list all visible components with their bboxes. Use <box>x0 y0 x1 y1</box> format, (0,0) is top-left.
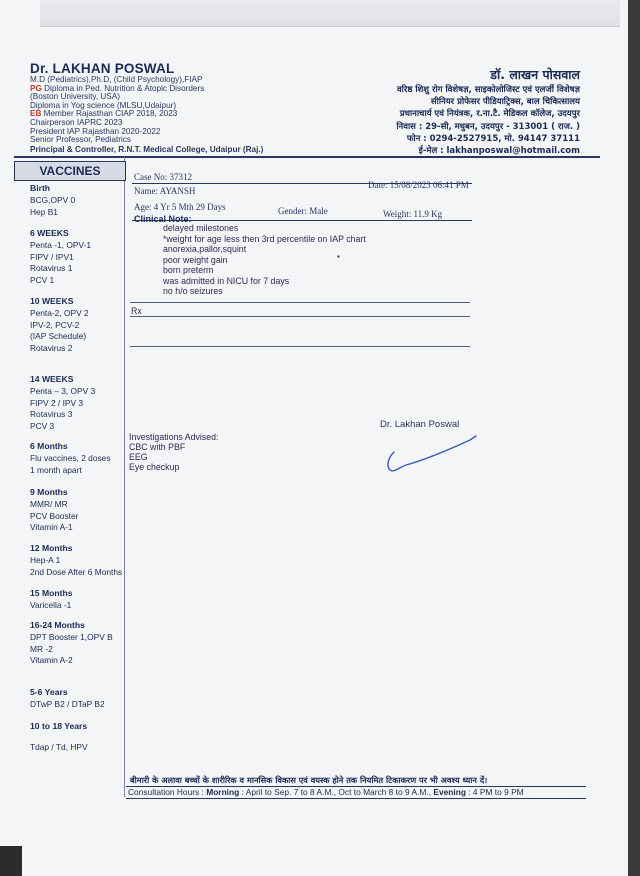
patient-name: Name: AYANSH <box>134 186 196 196</box>
clinical-note-heading: Clinical Note: <box>134 214 192 224</box>
vaccine-item: Vitamin A-1 <box>30 522 73 533</box>
vaccine-age-heading: 5-6 Years <box>30 687 68 697</box>
credential-line <box>30 135 131 145</box>
credential-text: Chairperson IAPRC 2023 <box>30 118 123 127</box>
credential-line <box>30 145 263 155</box>
doctor-name: Dr. LAKHAN POSWAL <box>30 61 175 76</box>
hindi-detail-line: निवास : 29-सी, मधुबन, उदयपुर - 313001 ( राज. ) <box>396 122 580 132</box>
clinical-note-line: *weight for age less then 3rd percentile on IAP chart <box>163 233 366 244</box>
vaccine-age-heading: 15 Months <box>30 588 73 598</box>
vaccine-age-heading: 10 to 18 Years <box>30 721 88 731</box>
sidebar-divider <box>124 157 125 797</box>
evening-label: Evening <box>433 787 466 797</box>
vaccine-item: Hep B1 <box>30 206 58 217</box>
vaccine-item: Rotavirus 1 <box>30 263 73 274</box>
footer-hindi-note: बीमारी के अलावा बच्चों के शारीरिक व मानसिक विकास एवं वयस्क होने तक नियमित टिकाकरण पर भी अवश्य ध्यान दें। <box>130 775 488 785</box>
clinical-note-line: anorexia,pallor,squint <box>163 244 247 254</box>
rx-rule-mid <box>130 316 470 317</box>
consultation-hours <box>128 787 524 797</box>
credential-text: M.D (Pediatrics),Ph.D, (Child Psychology),FIAP <box>30 75 203 84</box>
morning-label: Morning <box>206 787 240 797</box>
signature-name: Dr. Lakhan Poswal <box>380 419 460 430</box>
hindi-detail-line: ई-मेल : lakhanposwal@hotmail.com <box>418 146 580 156</box>
rx-label: Rx <box>131 306 142 316</box>
vaccine-item: FIPV / IPV1 <box>30 251 74 262</box>
top-scan-strip <box>40 0 620 27</box>
vaccines-title: VACCINES <box>14 161 126 181</box>
hindi-detail-line: फोन : 0294-2527915, मो. 94147 37111 <box>406 134 580 144</box>
clinical-note-line: was admitted in NICU for 7 days <box>163 275 290 286</box>
vaccine-item: Flu vaccines, 2 doses <box>30 453 111 463</box>
vaccine-item: Rotavirus 2 <box>30 342 73 353</box>
header-divider <box>14 156 600 158</box>
vaccine-item: Penta – 3, OPV 3 <box>30 386 96 396</box>
clinical-note-line: no h/o seizures <box>163 286 223 296</box>
vaccine-age-heading: 12 Months <box>30 543 73 553</box>
clinical-note-line: delayed milestones <box>163 223 239 233</box>
vaccine-item: DPT Booster 1,OPV B <box>30 632 113 642</box>
rx-rule-bottom <box>130 346 470 347</box>
investigation-item: CBC with PBF <box>129 442 186 452</box>
vaccine-item: Rotavirus 3 <box>30 409 73 420</box>
credential-text: Principal & Controller, R.N.T. Medical College, Udaipur (Raj.) <box>30 144 264 154</box>
case-number: Case No: 37312 <box>134 172 192 182</box>
vaccine-age-heading: 6 WEEKS <box>30 228 69 238</box>
investigation-item: EEG <box>129 452 148 462</box>
investigation-item: Eye checkup <box>129 462 180 472</box>
vaccine-item: Hep-A 1 <box>30 555 61 565</box>
credential-text: Diploma in Ped. Nutrition & Atopic Disorders <box>41 83 205 93</box>
morning-hours: : April to Sep. 7 to 8 A.M., Oct to March 8 to 9 A.M., <box>241 787 432 797</box>
clinical-note-line: poor weight gain <box>163 254 228 265</box>
scan-edge-shadow <box>0 846 22 876</box>
hindi-detail-line: वरिष्ठ शिशु रोग विशेषज्ञ, साइकोलोजिस्ट एवं एलर्जी विशेषज्ञ <box>396 85 580 95</box>
vaccine-item: Varicella -1 <box>30 600 72 610</box>
evening-hours: : 4 PM to 9 PM <box>468 787 524 797</box>
vaccine-age-heading: 10 WEEKS <box>30 296 74 306</box>
vaccine-item: 1 month apart <box>30 464 82 475</box>
patient-gender: Gender: Male <box>278 206 328 216</box>
credential-prefix: PG <box>30 83 42 93</box>
vaccine-item: IPV-2, PCV-2 <box>30 319 80 330</box>
vaccine-age-heading: 14 WEEKS <box>30 374 74 384</box>
vaccine-item: 2nd Dose After 6 Months <box>30 566 123 577</box>
credential-text: (Boston University, USA) <box>30 92 120 102</box>
vaccine-item: (IAP Schedule) <box>30 331 87 342</box>
consult-label: Consultation Hours : <box>128 787 204 797</box>
credential-prefix: EB <box>30 109 42 119</box>
investigations-heading: Investigations Advised: <box>129 432 219 442</box>
vaccine-item: FIPV 2 / IPV 3 <box>30 397 84 408</box>
credential-text: President IAP Rajasthan 2020-2022 <box>30 126 161 136</box>
vaccine-item: MMR/ MR <box>30 499 68 509</box>
vaccine-item: BCG,OPV 0 <box>30 195 76 205</box>
vaccine-item: DTwP B2 / DTaP B2 <box>30 699 105 709</box>
stray-mark: ▪ <box>337 252 340 261</box>
rx-rule-top <box>130 302 470 303</box>
vaccine-item: PCV 3 <box>30 420 55 431</box>
vaccine-item: MR -2 <box>30 643 53 654</box>
patient-age: Age: 4 Yr 5 Mth 29 Days <box>134 202 226 212</box>
vaccine-age-heading: Birth <box>30 183 51 193</box>
vaccine-item: PCV 1 <box>30 274 55 285</box>
visit-date: Date: 15/08/2023 06:41 PM <box>368 180 469 190</box>
vaccine-age-heading: 9 Months <box>30 487 68 497</box>
vaccine-item: Tdap / Td, HPV <box>30 742 88 752</box>
footer-rule-bottom <box>126 798 586 799</box>
vaccine-item: Penta -1, OPV-1 <box>30 240 91 250</box>
clinical-note-line: born preterm <box>163 265 214 275</box>
patient-weight: Weight: 11.9 Kg <box>383 209 443 219</box>
vaccine-item: Penta-2, OPV 2 <box>30 308 89 318</box>
handwritten-signature <box>384 430 484 476</box>
credential-text: Senior Professor, Pediatrics <box>30 135 132 145</box>
vaccine-item: Vitamin A-2 <box>30 655 73 666</box>
hindi-detail-line: प्रधानाचार्य एवं नियंत्रक, र.ना.टै. मेडिकल कॉलेज, उदयपुर <box>399 109 580 119</box>
credential-text: Member Rajasthan CIAP 2018, 2023 <box>41 109 178 119</box>
doctor-name-hindi: डॉ. लाखन पोसवाल <box>490 67 580 82</box>
hindi-detail-line: सीनियर प्रोफेसर पीडियाट्रिक्स, बाल चिकित्सालय <box>430 97 580 107</box>
vaccine-item: PCV Booster <box>30 510 79 521</box>
vaccine-age-heading: 6 Months <box>30 441 68 451</box>
credential-text: Diploma in Yog science (MLSU,Udaipur) <box>30 100 177 110</box>
vaccine-age-heading: 16-24 Months <box>30 620 85 630</box>
